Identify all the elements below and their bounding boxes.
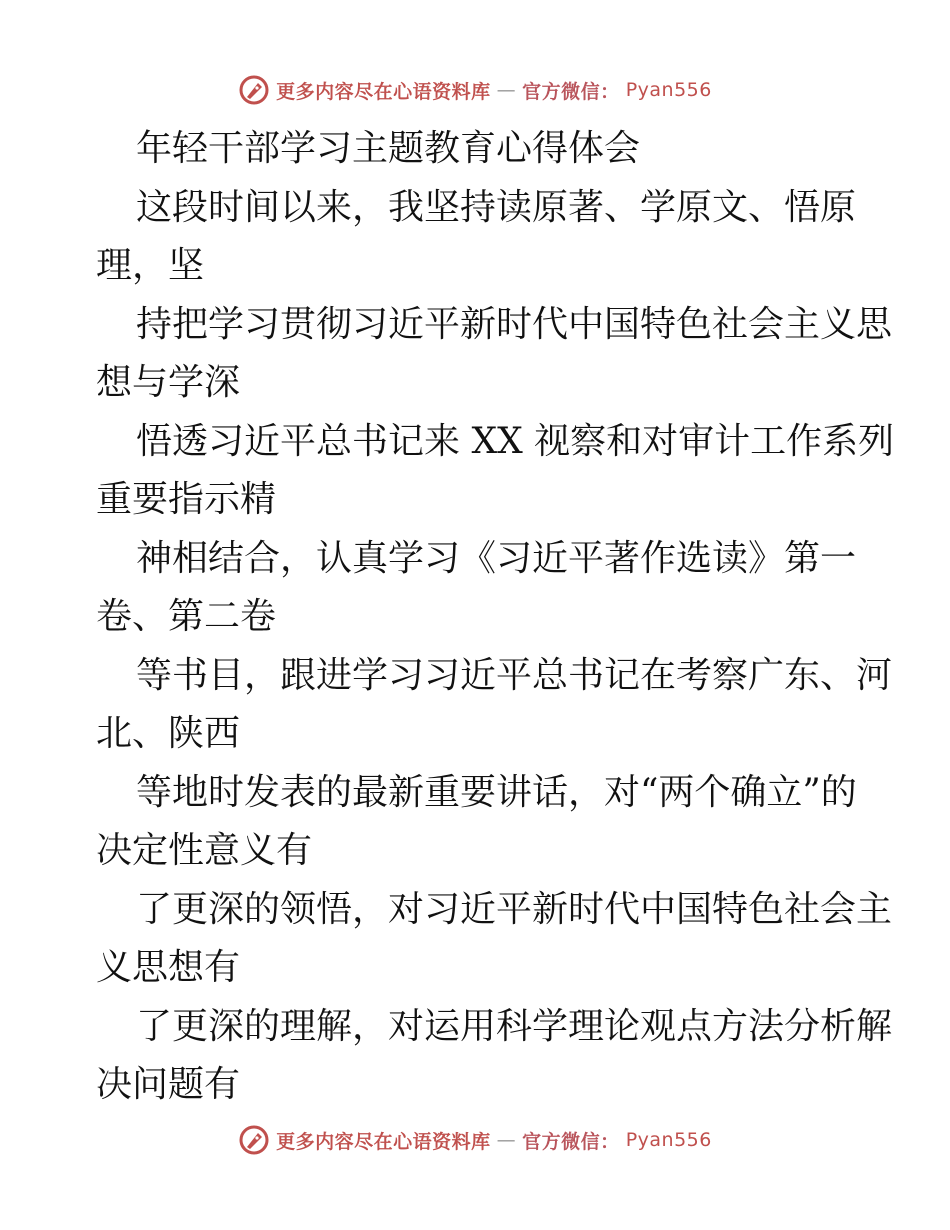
text-line: 决问题有	[96, 1064, 241, 1105]
document-title: 年轻干部学习主题教育心得体会	[136, 128, 641, 169]
watermark-separator: —	[496, 79, 517, 101]
text-line: 义思想有	[96, 947, 241, 988]
pen-nib-logo-icon	[238, 74, 270, 106]
watermark-separator: —	[496, 1129, 517, 1151]
document-body	[96, 120, 895, 1115]
watermark-brand: 更多内容尽在心语资料库	[276, 1130, 491, 1153]
pen-nib-logo-icon	[238, 1124, 270, 1156]
watermark-contact-id: Pyan556	[625, 79, 712, 101]
text-line: 等书目，跟进学习习近平总书记在考察广东、河	[136, 654, 893, 696]
text-line: 决定性意义有	[96, 830, 313, 871]
watermark-contact-label: 官方微信：	[522, 1130, 620, 1153]
text-line: 卷、第二卷	[96, 596, 277, 637]
text-line: 这段时间以来，我坚持读原著、学原文、悟原	[136, 186, 857, 228]
text-line: 持把学习贯彻习近平新时代中国特色社会主义思	[136, 303, 893, 345]
text-line: 重要指示精	[96, 479, 277, 520]
watermark-contact-label: 官方微信：	[522, 80, 620, 103]
text-line: 了更深的领悟，对习近平新时代中国特色社会主	[136, 888, 893, 930]
text-line: 北、陕西	[96, 713, 241, 754]
text-line: 神相结合，认真学习《习近平著作选读》第一	[136, 537, 857, 579]
text-line: 理，坚	[96, 245, 205, 286]
text-line: 想与学深	[96, 362, 241, 403]
footer-watermark	[0, 1120, 950, 1160]
watermark-brand: 更多内容尽在心语资料库	[276, 80, 491, 103]
watermark-contact-id: Pyan556	[625, 1129, 712, 1151]
text-line: 等地时发表的最新重要讲话，对“两个确立”的	[136, 771, 857, 813]
text-line: 了更深的理解，对运用科学理论观点方法分析解	[136, 1005, 893, 1047]
header-watermark	[0, 70, 950, 110]
text-line: 悟透习近平总书记来 XX 视察和对审计工作系列	[136, 420, 895, 462]
